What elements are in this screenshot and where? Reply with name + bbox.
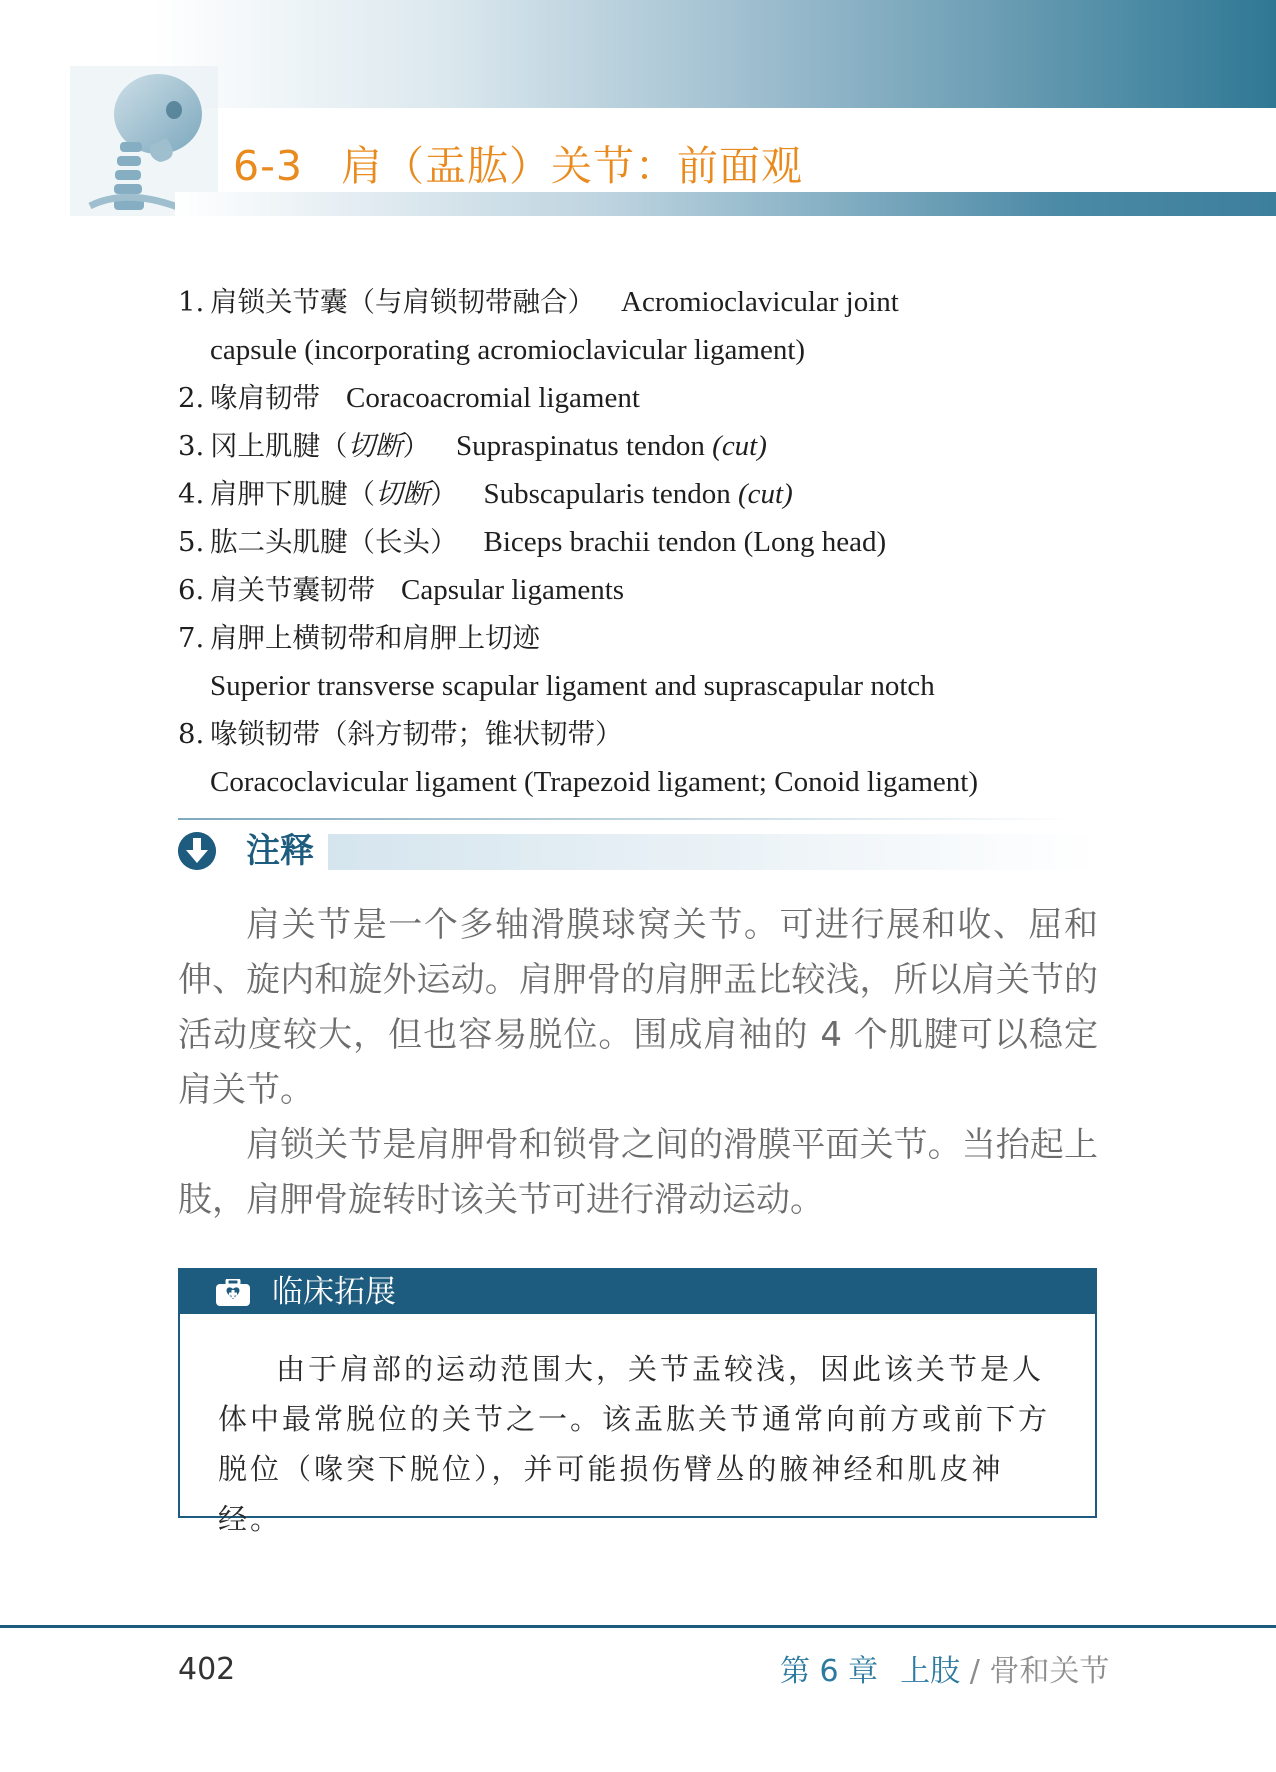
arrow-down-circle-icon: [178, 832, 216, 870]
medical-kit-icon: [216, 1279, 250, 1306]
legend-en-cont: Superior transverse scapular ligament and suprascapular notch: [210, 670, 935, 702]
legend-number: 4.: [178, 478, 205, 510]
notes-header: [178, 830, 1098, 872]
legend-en-italic: (cut): [712, 430, 767, 462]
legend-en: Supraspinatus tendon: [456, 430, 713, 462]
legend-en: Subscapularis tendon: [483, 478, 739, 510]
legend-item: [178, 374, 1078, 422]
footer-subsection: 骨和关节: [989, 1654, 1110, 1689]
legend-number: 7.: [178, 622, 205, 654]
legend-en: Acromioclavicular joint: [621, 286, 899, 318]
footer-chapter: 第 6 章: [780, 1654, 879, 1689]
legend-number: 1.: [178, 286, 205, 318]
legend-item: [178, 566, 1078, 614]
running-footer: [780, 1646, 1110, 1690]
legend-zh: 冈上肌腱（: [210, 430, 348, 462]
legend-zh: 肩锁关节囊（与肩锁韧带融合）: [210, 286, 595, 318]
legend-number: 8.: [178, 718, 205, 750]
legend-item: [178, 614, 1078, 710]
legend-zh: 肱二头肌腱（长头）: [210, 526, 458, 558]
legend-zh: 肩胛上横韧带和肩胛上切迹: [210, 622, 540, 654]
legend-en-cont: capsule (incorporating acromioclavicular ligament): [210, 334, 806, 366]
legend-en: Capsular ligaments: [401, 574, 625, 606]
clinical-header: [180, 1270, 1095, 1314]
legend-number: 3.: [178, 430, 205, 462]
legend-en-cont: Coracoclavicular ligament (Trapezoid ligament; Conoid ligament): [210, 766, 979, 798]
section-divider: [178, 818, 1078, 820]
legend-zh: 喙肩韧带: [210, 382, 320, 414]
page-title: [233, 133, 803, 192]
notes-paragraph: 肩锁关节是肩胛骨和锁骨之间的滑膜平面关节。当抬起上肢，肩胛骨旋转时该关节可进行滑动运动。: [178, 1125, 1098, 1220]
legend-zh-close: ）: [402, 430, 430, 462]
section-title: 肩（盂肱）关节：前面观: [340, 142, 803, 190]
legend-number: 2.: [178, 382, 205, 414]
clinical-paragraph: 由于肩部的运动范围大，关节盂较浅，因此该关节是人体中最常脱位的关节之一。该盂肱关节通常向前方或前下方脱位（喙突下脱位），并可能损伤臂丛的腋神经和肌皮神经。: [218, 1352, 1051, 1536]
legend-zh: 肩胛下肌腱（: [210, 478, 375, 510]
footer-rule: [0, 1625, 1276, 1628]
section-number: 6-3: [233, 142, 303, 190]
legend-zh: 喙锁韧带（斜方韧带；锥状韧带）: [210, 718, 623, 750]
legend-zh-italic: 切断: [375, 478, 430, 509]
legend-number: 5.: [178, 526, 205, 558]
clinical-body: [218, 1344, 1058, 1544]
notes-header-bar: [328, 834, 1098, 870]
footer-section: 上肢: [900, 1654, 961, 1689]
legend-zh-close: ）: [430, 478, 458, 510]
clinical-title: 临床拓展: [272, 1274, 396, 1310]
legend-zh: 肩关节囊韧带: [210, 574, 375, 606]
legend-item: [178, 422, 1078, 470]
legend-item: [178, 278, 1078, 374]
legend-list: [178, 278, 1078, 806]
legend-en: Biceps brachii tendon (Long head): [483, 526, 887, 558]
legend-en-italic: (cut): [738, 478, 793, 510]
footer-separator: /: [960, 1654, 990, 1689]
notes-paragraph: 肩关节是一个多轴滑膜球窝关节。可进行展和收、屈和伸、旋内和旋外运动。肩胛骨的肩胛盂比较浅，所以肩关节的活动度较大，但也容易脱位。围成肩袖的 4 个肌腱可以稳定肩关节。: [178, 905, 1098, 1110]
legend-item: [178, 518, 1078, 566]
legend-number: 6.: [178, 574, 205, 606]
legend-item: [178, 470, 1078, 518]
page-number: 402: [178, 1652, 236, 1687]
legend-item: [178, 710, 1078, 806]
legend-en: Coracoacromial ligament: [346, 382, 640, 414]
notes-title: 注释: [246, 831, 314, 871]
clinical-box: [178, 1268, 1097, 1536]
header-underline-band: [175, 192, 1276, 216]
legend-zh-italic: 切断: [347, 430, 403, 461]
notes-body: [178, 898, 1098, 1228]
